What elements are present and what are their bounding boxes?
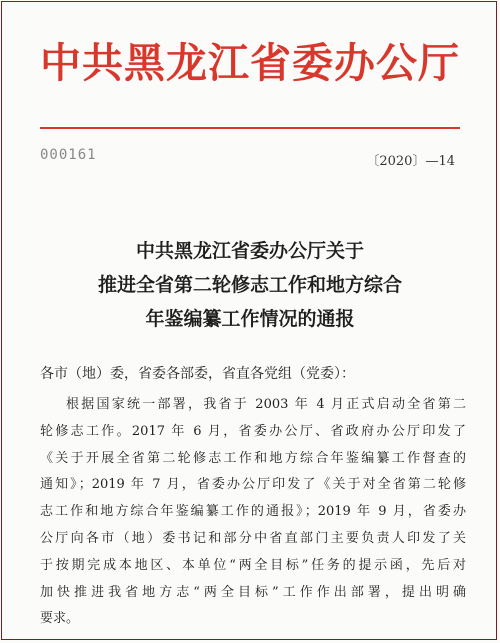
addressee: 各市（地）委，省委各部委，省直各党组（党委）： xyxy=(40,366,355,382)
masthead-divider xyxy=(40,127,460,129)
body-line: 于按期完成本地区、本单位“两全目标”任务的提示函，先后对 xyxy=(40,557,466,573)
body-text xyxy=(40,392,466,633)
body-line: 公厅向各市（地）委书记和部分中省直部门主要负责人印发了关 xyxy=(40,530,466,546)
document-number: 〔2020〕—14 xyxy=(366,154,455,169)
body-line: 通知》；2019 年 7 月，省委办公厅印发了《关于对全省第二轮修 xyxy=(40,477,466,493)
body-line: 志工作和地方综合年鉴编纂工作的通报》；2019 年 9 月，省委办 xyxy=(40,504,466,520)
body-line: 根据国家统一部署，我省于 2003 年 4 月正式启动全省第二 xyxy=(66,397,466,412)
body-line: 要求。 xyxy=(40,611,80,627)
body-line: 《关于开展全省第二轮修志工作和地方综合年鉴编纂工作督查的 xyxy=(40,450,466,466)
issuer-masthead: 中共黑龙江省委办公厅 xyxy=(40,39,460,87)
body-line: 加快推进我省地方志“两全目标”工作作出部署，提出明确 xyxy=(40,584,466,600)
body-line: 轮修志工作。2017 年 6 月，省委办公厅、省政府办公厅印发了 xyxy=(40,423,466,439)
title-line: 中共黑龙江省委办公厅关于 xyxy=(135,240,364,262)
title-line: 推进全省第二轮修志工作和地方综合 xyxy=(97,274,402,296)
document-title xyxy=(0,234,500,336)
serial-number: 000161 xyxy=(40,147,97,163)
title-line: 年鉴编纂工作情况的通报 xyxy=(145,308,355,330)
